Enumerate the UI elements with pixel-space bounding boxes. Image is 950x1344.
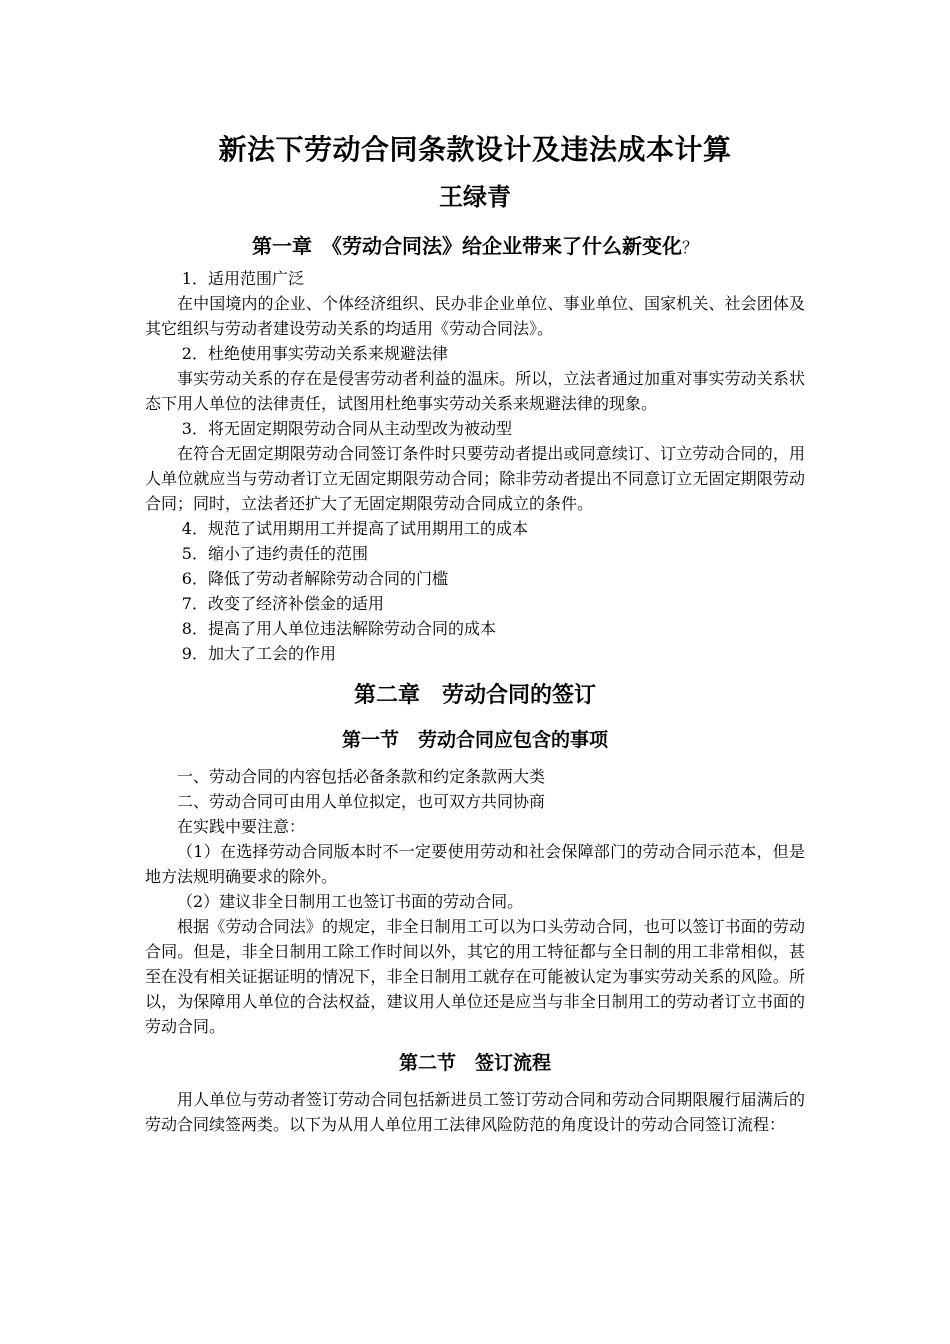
section-1-point-1: （1）在选择劳动合同版本时不一定要使用劳动和社会保障部门的劳动合同示范本，但是地方法规明确要求的除外。 [145, 842, 805, 886]
section-2-heading: 第二节 签订流程 [398, 1052, 551, 1074]
chapter-1-heading-text: 第一章 《劳动合同法》给企业带来了什么新变化 [251, 234, 682, 258]
section-1-point-2: （2）建议非全日制用工也签订书面的劳动合同。 [177, 892, 524, 911]
chapter-1-heading-mark: ？ [681, 238, 698, 257]
section-1-line-1: 一、劳动合同的内容包括必备条款和约定条款两大类 [177, 767, 546, 786]
chapter-1-heading [145, 228, 805, 266]
document-author: 王绿青 [439, 183, 511, 211]
document-title: 新法下劳动合同条款设计及违法成本计算 [218, 133, 732, 166]
section-1-line-2: 二、劳动合同可由用人单位拟定，也可双方共同协商 [177, 792, 546, 811]
chapter-1-item-5: 5．缩小了违约责任的范围 [181, 544, 368, 563]
chapter-1-item-7: 7．改变了经济补偿金的适用 [181, 594, 384, 613]
document-page [145, 128, 805, 1137]
section-1-line-3: 在实践中要注意： [177, 817, 306, 836]
chapter-1-paragraph-1: 在中国境内的企业、个体经济组织、民办非企业单位、事业单位、国家机关、社会团体及其它组织与劳动者建设劳动关系的均适用《劳动合同法》。 [145, 294, 805, 338]
section-1-heading: 第一节 劳动合同应包含的事项 [341, 729, 608, 751]
chapter-1-item-3: 3．将无固定期限劳动合同从主动型改为被动型 [181, 419, 512, 438]
chapter-1-item-8: 8．提高了用人单位违法解除劳动合同的成本 [181, 619, 496, 638]
section-2-paragraph: 用人单位与劳动者签订劳动合同包括新进员工签订劳动合同和劳动合同期限履行届满后的劳动合同续签两类。以下为从用人单位用工法律风险防范的角度设计的劳动合同签订流程： [145, 1090, 805, 1134]
chapter-1-item-4: 4．规范了试用期用工并提高了试用期用工的成本 [181, 519, 528, 538]
chapter-1-item-1: 1．适用范围广泛 [181, 269, 304, 288]
chapter-1-paragraph-3: 在符合无固定期限劳动合同签订条件时只要劳动者提出或同意续订、订立劳动合同的，用人单位就应当与劳动者订立无固定期限劳动合同；除非劳动者提出不同意订立无固定期限劳动合同；同时，立法者还扩大了无固定期限劳动合同成立的条件。 [145, 444, 805, 513]
chapter-2-heading: 第二章 劳动合同的签订 [353, 683, 596, 708]
chapter-1-paragraph-2: 事实劳动关系的存在是侵害劳动者利益的温床。所以，立法者通过加重对事实劳动关系状态下用人单位的法律责任，试图用杜绝事实劳动关系来规避法律的现象。 [145, 369, 805, 413]
section-1-paragraph: 根据《劳动合同法》的规定，非全日制用工可以为口头劳动合同，也可以签订书面的劳动合同。但是，非全日制用工除工作时间以外，其它的用工特征都与全日制的用工非常相似，甚至在没有相关证据证明的情况下，非全日制用工就存在可能被认定为事实劳动关系的风险。所以，为保障用人单位的合法权益，建议用人单位还是应当与非全日制用工的劳动者订立书面的劳动合同。 [145, 917, 805, 1036]
chapter-1-item-9: 9．加大了工会的作用 [181, 644, 336, 663]
chapter-1-item-6: 6．降低了劳动者解除劳动合同的门槛 [181, 569, 448, 588]
chapter-1-item-2: 2．杜绝使用事实劳动关系来规避法律 [181, 344, 448, 363]
